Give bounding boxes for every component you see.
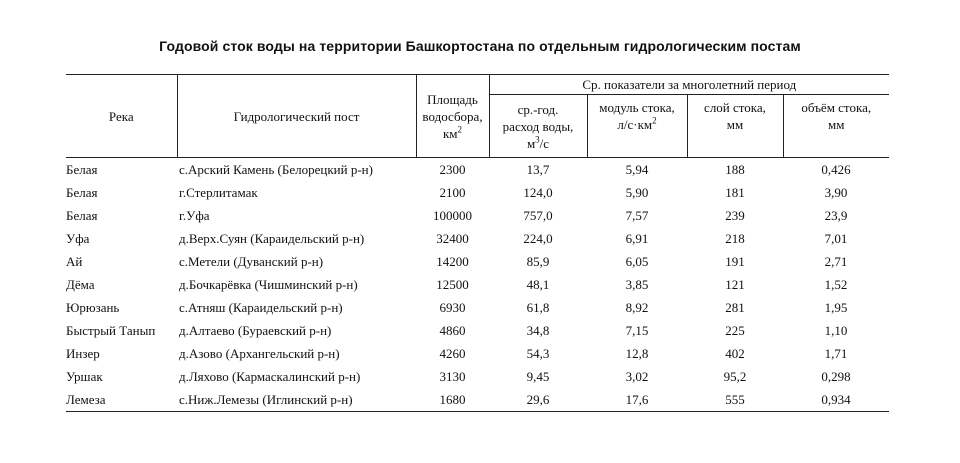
header-area-line2: водосбора,	[422, 108, 483, 124]
header-volume	[783, 95, 889, 158]
table-row	[66, 181, 889, 204]
cell-modulus: 7,15	[625, 323, 649, 338]
header-area-sup: 2	[457, 124, 463, 135]
cell-post: с.Атняш (Караидельский р-н)	[179, 300, 343, 315]
cell-area: 100000	[433, 208, 472, 223]
header-area	[416, 75, 489, 158]
table-body	[66, 158, 889, 412]
cell-post: с.Арский Камень (Белорецкий р-н)	[179, 162, 373, 177]
cell-volume: 3,90	[824, 185, 848, 200]
cell-river: Белая	[66, 208, 98, 223]
runoff-table	[66, 74, 889, 412]
table-title: Годовой сток воды на территории Башкортостана по отдельным гидрологическим постам	[159, 38, 801, 54]
cell-flow: 124,0	[523, 185, 553, 200]
cell-modulus: 12,8	[625, 346, 649, 361]
table-row	[66, 250, 889, 273]
table-row	[66, 296, 889, 319]
table-row	[66, 204, 889, 227]
header-post: Гидрологический пост	[177, 75, 416, 158]
cell-volume: 2,71	[824, 254, 848, 269]
cell-modulus: 5,90	[625, 185, 649, 200]
cell-modulus: 3,85	[625, 277, 649, 292]
cell-flow: 757,0	[523, 208, 553, 223]
cell-area: 2100	[439, 185, 466, 200]
cell-layer: 239	[725, 208, 745, 223]
cell-river: Белая	[66, 162, 98, 177]
cell-post: д.Азово (Архангельский р-н)	[179, 346, 340, 361]
cell-area: 2300	[439, 162, 466, 177]
cell-volume: 1,52	[824, 277, 848, 292]
cell-modulus: 8,92	[625, 300, 649, 315]
header-modulus-line1: модуль стока,	[599, 100, 675, 115]
header-area-line1: Площадь	[427, 91, 478, 107]
table-row	[66, 273, 889, 296]
cell-flow: 34,8	[526, 323, 550, 338]
cell-flow: 13,7	[526, 162, 550, 177]
header-modulus-sup: 2	[652, 115, 657, 126]
table-row	[66, 365, 889, 388]
cell-area: 12500	[436, 277, 469, 292]
cell-river: Инзер	[66, 346, 100, 361]
cell-modulus: 5,94	[625, 162, 649, 177]
cell-post: д.Верх.Суян (Караидельский р-н)	[179, 231, 365, 246]
cell-layer: 402	[725, 346, 745, 361]
cell-area: 6930	[439, 300, 466, 315]
cell-flow: 85,9	[526, 254, 550, 269]
table-row	[66, 158, 889, 182]
cell-flow: 54,3	[526, 346, 550, 361]
cell-layer: 95,2	[723, 369, 747, 384]
cell-modulus: 7,57	[625, 208, 649, 223]
cell-layer: 121	[725, 277, 745, 292]
cell-layer: 281	[725, 300, 745, 315]
cell-modulus: 6,05	[625, 254, 649, 269]
cell-river: Уршак	[66, 369, 103, 384]
cell-layer: 218	[725, 231, 745, 246]
header-modulus-unit: л/с·км	[617, 117, 653, 132]
cell-area: 32400	[436, 231, 469, 246]
cell-flow: 48,1	[526, 277, 550, 292]
header-layer-unit: мм	[726, 117, 744, 132]
cell-river: Лемеза	[66, 388, 177, 412]
header-layer	[687, 95, 783, 158]
cell-volume: 1,10	[824, 323, 848, 338]
cell-volume: 1,95	[824, 300, 848, 315]
cell-area: 4260	[439, 346, 466, 361]
cell-layer: 181	[725, 185, 745, 200]
cell-volume: 7,01	[824, 231, 848, 246]
cell-volume: 0,426	[821, 162, 851, 177]
cell-layer: 188	[725, 162, 745, 177]
cell-area: 3130	[439, 369, 466, 384]
cell-layer: 225	[725, 323, 745, 338]
header-modulus	[587, 95, 687, 158]
cell-layer: 191	[725, 254, 745, 269]
cell-area: 4860	[439, 323, 466, 338]
header-volume-unit: мм	[828, 117, 845, 132]
cell-post: д.Ляхово (Кармаскалинский р-н)	[179, 369, 361, 384]
cell-river: Быстрый Танып	[66, 323, 156, 338]
header-river: Река	[66, 75, 177, 158]
cell-volume: 23,9	[824, 208, 848, 223]
cell-river: Ай	[66, 254, 83, 269]
table-row	[66, 227, 889, 250]
table-row	[66, 319, 889, 342]
header-layer-line1: слой стока,	[704, 100, 766, 115]
cell-river: Уфа	[66, 231, 90, 246]
cell-flow: 61,8	[526, 300, 550, 315]
header-flow-line1: ср.-год.	[517, 101, 559, 117]
cell-volume: 0,298	[821, 369, 851, 384]
cell-post: с.Метели (Дуванский р-н)	[179, 254, 324, 269]
cell-post: г.Уфа	[179, 208, 210, 223]
cell-post: д.Бочкарёвка (Чишминский р-н)	[179, 277, 358, 292]
cell-river: Дёма	[66, 277, 95, 292]
header-flow-unit-end: /с	[539, 135, 550, 151]
header-flow	[489, 95, 587, 158]
cell-flow: 29,6	[489, 388, 587, 412]
cell-modulus: 17,6	[587, 388, 687, 412]
cell-volume: 0,934	[783, 388, 889, 412]
header-flow-sup: 3	[535, 134, 540, 145]
cell-flow: 224,0	[523, 231, 553, 246]
cell-river: Юрюзань	[66, 300, 120, 315]
cell-post: с.Ниж.Лемезы (Иглинский р-н)	[177, 388, 416, 412]
cell-flow: 9,45	[526, 369, 550, 384]
table-row	[66, 342, 889, 365]
header-volume-line1: объём стока,	[801, 100, 872, 115]
cell-area: 14200	[436, 254, 469, 269]
cell-layer: 555	[687, 388, 783, 412]
header-flow-unit: м	[526, 135, 536, 151]
header-group: Ср. показатели за многолетний период	[489, 75, 889, 95]
cell-river: Белая	[66, 185, 98, 200]
cell-post: г.Стерлитамак	[179, 185, 258, 200]
cell-post: д.Алтаево (Бураевский р-н)	[179, 323, 332, 338]
cell-area: 1680	[416, 388, 489, 412]
cell-volume: 1,71	[824, 346, 848, 361]
table-row	[66, 388, 889, 412]
header-area-unit: км	[442, 125, 458, 141]
header-flow-line2: расход воды,	[502, 118, 574, 134]
cell-modulus: 3,02	[625, 369, 649, 384]
cell-modulus: 6,91	[625, 231, 649, 246]
